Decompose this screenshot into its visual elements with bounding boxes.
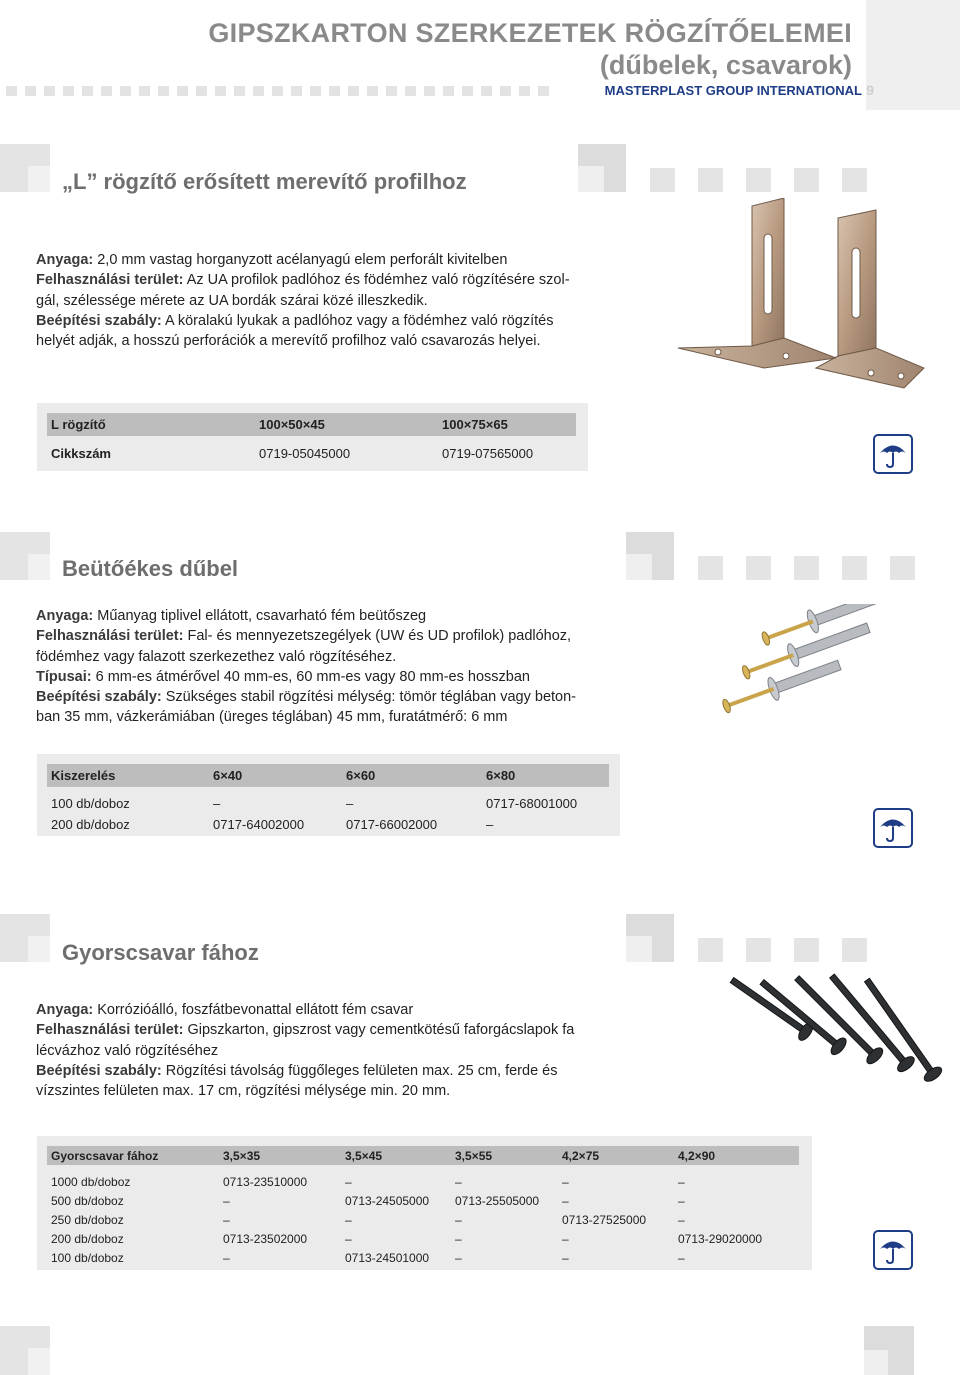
table-cell: 0719-05045000 <box>259 445 351 461</box>
table-cell: – <box>678 1175 685 1189</box>
deco-square <box>626 554 652 580</box>
table-cell: 250 db/doboz <box>51 1213 124 1227</box>
table-row <box>47 1165 799 1189</box>
table-cell: 0717-66002000 <box>346 817 438 832</box>
section-title: Gyorscsavar fához <box>62 940 259 965</box>
table-cell: – <box>562 1232 569 1246</box>
table-row <box>47 1246 799 1265</box>
table-header-cell: L rögzítő <box>47 413 259 436</box>
deco-square <box>842 168 867 192</box>
table-cell: 0717-64002000 <box>213 817 305 832</box>
page-title: GIPSZKARTON SZERKEZETEK RÖGZÍTŐELEMEI <box>208 18 852 48</box>
deco-square <box>28 936 50 962</box>
table-cell: 0713-29020000 <box>678 1232 763 1246</box>
table-cell: 0713-23502000 <box>223 1232 308 1246</box>
table-cell: Cikkszám <box>51 445 111 461</box>
desc-line: Beépítési szabály: A köralakú lyukak a padlóhoz vagy a födémhez való rögzítés <box>36 312 554 329</box>
desc-line: födémhez vagy falazott szerkezethez való rögzítéséhez. <box>36 648 397 665</box>
table-cell: – <box>455 1251 462 1265</box>
table-cell: 0713-24505000 <box>345 1194 430 1208</box>
deco-square <box>698 556 723 580</box>
table-cell: – <box>486 817 494 832</box>
desc-line: Típusai: 6 mm-es átmérővel 40 mm-es, 60 mm-es vagy 80 mm-es hosszban <box>36 668 530 685</box>
table-row <box>47 811 609 832</box>
wood-screw-image <box>712 970 948 1120</box>
section-description <box>36 250 570 351</box>
deco-square <box>578 166 604 192</box>
deco-square <box>842 556 867 580</box>
table-cell: – <box>223 1213 230 1227</box>
page-subtitle: (dűbelek, csavarok) <box>599 50 852 80</box>
desc-line: Beépítési szabály: Szükséges stabil rögzítési mélység: tömör téglában vagy beton- <box>36 689 577 706</box>
table-cell: 500 db/doboz <box>51 1194 124 1208</box>
company-name: MASTERPLAST GROUP INTERNATIONAL <box>604 83 862 98</box>
table-cell: – <box>562 1251 569 1265</box>
table-cell: 0713-24501000 <box>345 1251 430 1265</box>
deco-square <box>864 1350 888 1375</box>
deco-square <box>28 554 50 580</box>
spec-table-grid <box>47 1146 799 1265</box>
table-cell: 100 db/doboz <box>51 796 130 811</box>
table-cell: 1000 db/doboz <box>51 1175 131 1189</box>
desc-line: Beépítési szabály: Rögzítési távolság függőleges felületen max. 25 cm, ferde és <box>36 1062 558 1079</box>
hammer-plug-image <box>676 604 948 716</box>
table-cell: – <box>678 1194 685 1208</box>
table-cell: – <box>678 1251 685 1265</box>
table-header-row <box>47 413 576 436</box>
table-header-cell: 3,5×55 <box>455 1146 562 1165</box>
header-corner-block <box>866 0 960 110</box>
table-header-cell: 6×80 <box>486 764 609 787</box>
table-cell: – <box>223 1194 230 1208</box>
table-row <box>47 787 609 811</box>
table-row <box>47 436 576 470</box>
spec-table <box>37 1136 812 1270</box>
header-dot-strip <box>6 86 551 96</box>
table-cell: 200 db/doboz <box>51 1232 124 1246</box>
spec-table-grid <box>47 764 609 832</box>
desc-line: Anyaga: 2,0 mm vastag horganyzott acélanyagú elem perforált kivitelben <box>36 252 508 268</box>
table-cell: – <box>562 1175 569 1189</box>
desc-line: Felhasználási terület: Az UA profilok padlóhoz és födémhez való rögzítésére szol- <box>36 272 570 289</box>
desc-line: lécvázhoz való rögzítéséhez <box>36 1042 219 1059</box>
section-description <box>36 1000 574 1101</box>
deco-square <box>626 936 652 962</box>
deco-square <box>794 938 819 962</box>
spec-table <box>37 754 620 836</box>
table-cell: – <box>455 1213 462 1227</box>
page-number: 9 <box>866 82 874 98</box>
table-header-cell: 3,5×35 <box>223 1146 345 1165</box>
table-cell: 0713-25505000 <box>455 1194 540 1208</box>
table-cell: 100 db/doboz <box>51 1251 124 1265</box>
table-cell: – <box>345 1175 352 1189</box>
l-bracket-image <box>676 198 926 398</box>
table-cell: 0717-68001000 <box>486 796 578 811</box>
table-header-cell: 100×75×65 <box>442 413 576 436</box>
umbrella-icon <box>873 808 913 848</box>
table-cell: – <box>213 796 221 811</box>
section-title: „L” rögzítő erősített merevítő profilhoz <box>62 169 467 194</box>
desc-line: Felhasználási terület: Gipszkarton, gipszrost vagy cementkötésű faforgácslapok fa <box>36 1022 575 1039</box>
table-cell: 0713-23510000 <box>223 1175 308 1189</box>
table-cell: – <box>346 796 354 811</box>
deco-square <box>698 168 723 192</box>
table-header-row <box>47 1146 799 1165</box>
table-row <box>47 1208 799 1227</box>
table-header-cell: Gyorscsavar fához <box>47 1146 223 1165</box>
table-header-cell: 6×40 <box>213 764 346 787</box>
table-header-cell: 100×50×45 <box>259 413 442 436</box>
table-header-cell: Kiszerelés <box>47 764 213 787</box>
table-header-cell: 4,2×90 <box>678 1146 799 1165</box>
table-cell: – <box>345 1213 352 1227</box>
deco-square <box>746 938 771 962</box>
table-row <box>47 1189 799 1208</box>
table-cell: – <box>562 1194 569 1208</box>
table-header-row <box>47 764 609 787</box>
table-row <box>47 1227 799 1246</box>
table-cell: 0719-07565000 <box>442 445 534 461</box>
table-cell: – <box>345 1232 352 1246</box>
table-cell: – <box>455 1232 462 1246</box>
deco-square <box>746 556 771 580</box>
umbrella-icon <box>873 434 913 474</box>
deco-square <box>28 1348 50 1375</box>
table-cell: – <box>455 1175 462 1189</box>
desc-line: Felhasználási terület: Fal- és mennyezetszegélyek (UW és UD profilok) padlóhoz, <box>36 628 572 645</box>
table-cell: 0713-27525000 <box>562 1213 647 1227</box>
umbrella-icon <box>873 1230 913 1270</box>
section-description <box>36 606 576 728</box>
deco-square <box>890 556 915 580</box>
deco-square <box>794 168 819 192</box>
spec-table-grid <box>47 413 576 470</box>
desc-line: vízszintes felületen max. 17 cm, rögzítési mélysége min. 20 mm. <box>36 1083 451 1100</box>
desc-line: Anyaga: Műanyag tiplivel ellátott, csavarható fém beütőszeg <box>36 608 427 624</box>
deco-square <box>28 166 50 192</box>
deco-square <box>746 168 771 192</box>
table-cell: – <box>223 1251 230 1265</box>
deco-square <box>650 168 675 192</box>
deco-square <box>794 556 819 580</box>
desc-line: Anyaga: Korrózióálló, foszfátbevonattal ellátott fém csavar <box>36 1002 414 1018</box>
table-header-cell: 4,2×75 <box>562 1146 678 1165</box>
spec-table <box>37 403 588 471</box>
desc-line: ban 35 mm, vázkerámiában (üreges téglában) 45 mm, furatátmérő: 6 mm <box>36 709 508 726</box>
table-cell: – <box>678 1213 685 1227</box>
table-header-cell: 6×60 <box>346 764 486 787</box>
desc-line: gál, szélessége mérete az UA bordák szárai közé illeszkedik. <box>36 292 428 309</box>
deco-square <box>698 938 723 962</box>
desc-line: helyét adják, a hosszú perforációk a merevítő profilhoz való csavarozás helyei. <box>36 333 541 350</box>
table-header-cell: 3,5×45 <box>345 1146 455 1165</box>
section-title: Beütőékes dűbel <box>62 556 239 581</box>
table-cell: 200 db/doboz <box>51 817 130 832</box>
deco-square <box>842 938 867 962</box>
